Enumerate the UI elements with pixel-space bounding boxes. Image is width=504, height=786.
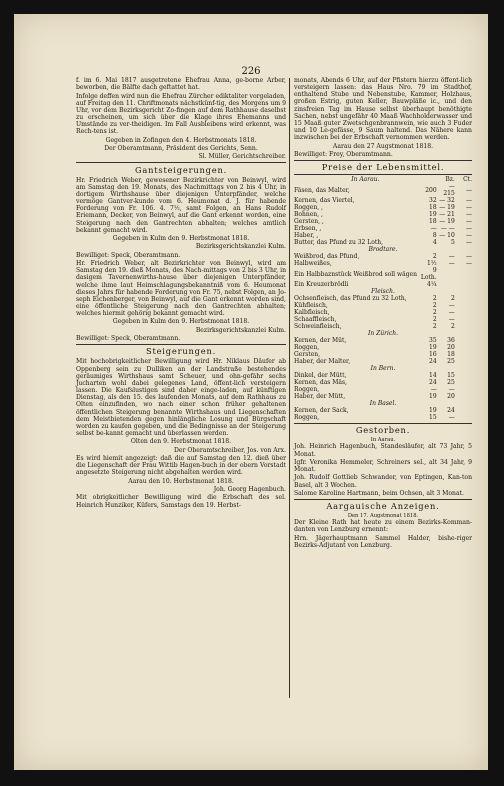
price-value <box>455 344 472 351</box>
price-value: — <box>430 386 437 394</box>
price-value: — <box>466 186 472 194</box>
price-value: 19 <box>429 407 437 415</box>
price-item: Ein Halbbaznstück Weißbrod soll wägen <box>294 270 417 278</box>
price-group-title <box>294 288 472 295</box>
price-item: Gersten, , <box>294 218 324 226</box>
newspaper-page <box>14 14 488 770</box>
price-value <box>455 386 472 393</box>
signature: Bewilliget: Speck, Oberamtmann. <box>76 251 181 259</box>
section-heading-prices: Preise der Lebensmittel. <box>321 162 445 173</box>
price-value: 24 <box>447 407 455 415</box>
price-value <box>455 309 472 316</box>
price-row <box>294 372 472 379</box>
price-value: 15 <box>429 414 437 422</box>
price-row <box>294 344 472 351</box>
price-item: Kernen, der Sack, <box>294 407 349 415</box>
paragraph: f. im 6. Mai 1817 ausgetretene Ehefrau Anna, ge-borne Arber, beworben, die Bälfte dach geftattet hat. <box>76 77 286 92</box>
left-column <box>76 77 286 510</box>
price-item: Kühfleisch, <box>294 302 328 310</box>
price-value: 18 <box>429 204 437 212</box>
price-value: — <box>466 260 472 268</box>
price-row <box>294 218 472 225</box>
price-value: 19 <box>429 211 437 219</box>
price-value: — <box>448 309 455 317</box>
unit-header: Ct. <box>463 176 472 184</box>
price-value: 35 <box>429 337 437 345</box>
price-row <box>294 414 472 421</box>
price-value: — — <box>440 225 455 233</box>
price-value: — <box>466 232 472 240</box>
price-value <box>455 337 472 344</box>
section-heading-gestorben: Gestorben. <box>355 425 411 436</box>
price-row <box>294 309 472 316</box>
price-value: 5 <box>450 239 455 247</box>
price-value: — <box>466 239 472 247</box>
price-value: 2 <box>450 295 455 303</box>
price-value: — 32 <box>439 197 455 205</box>
price-value <box>455 351 472 358</box>
price-value <box>437 281 455 288</box>
price-value: 18 <box>429 218 437 226</box>
signature: Bewilliget: Frey, Oberamtmann. <box>294 150 393 158</box>
price-value <box>455 414 472 421</box>
paragraph: Mit hochobrigkeitlicher Bewilligung wird Hr. Niklaus Däufer ab Oppenberg sein zu Dulliken an der Landstraße bestehendes geräumiges Wirthshaus samt Scheuer, und ohn-gefähr sechs Jucharten wohl dabei gelegenes Land, öffent-lich versteigern lassen. Die Kaufslustigen sind daher einge-laden, auf künftigen Dienstag, als den 15. des laufenden Monats, auf dem Rathhaus zu Olten einzufinden, wo nach einer schon früher gehaltenen öffentlichen Steigerung benannte Wirthshaus und Liegenschaften dem Meistbietenden gegen hinlängliche Losung und Bürgschaft worden zu kaufen gegeben, und die Bedingnisse an der Steigerung selbst be-kannt gemacht und überlassen werden. <box>76 358 286 437</box>
price-value: 18 <box>447 351 455 359</box>
price-group-title <box>294 365 472 372</box>
price-row <box>294 225 472 232</box>
price-value: 4¼ <box>427 281 437 289</box>
price-row <box>294 323 472 330</box>
price-value: — 19 <box>439 218 455 226</box>
price-group-title <box>294 400 472 407</box>
paragraph: Aarau den 27 Augstmonat 1818. <box>332 142 434 150</box>
paragraph: Hrn. Jägerhauptmann Sammel Halder, bishe-riger Bezirks-Adjutant von Lenzburg. <box>294 534 472 549</box>
price-item: Schaaffleisch, <box>294 316 337 324</box>
price-value: — <box>466 218 472 226</box>
price-row <box>294 337 472 344</box>
price-value: 8 <box>432 232 437 240</box>
price-row <box>294 393 472 400</box>
price-value: 25 <box>447 358 455 366</box>
signature: Sl. Müller, Gerichtschreiber. <box>198 153 286 161</box>
price-value: 24 <box>429 358 437 366</box>
price-value <box>455 372 472 379</box>
paragraph: Infolge deffen wird nun die Ehefrau Zürcher ediktaliter vorgeladen, auf Freitag den 11. Chriftmonats nächstkünf-tig, des Morgens um 9 Uhr, vor dem Bezirksgericht Zo-fingen auf dem Rathhause daselbst zu erscheinen, um sich über die Klage ihres Ehemanns und Umstände zu ver-theidigen. Im Fall Ausbleibens wird erkennt, was Rech-tens ist. <box>76 92 286 136</box>
price-value: — <box>448 302 455 310</box>
price-item: Kernen, das Viertel, <box>294 197 355 205</box>
paragraph: Gegeben in Kulm den 9. Herbstmonat 1818. <box>112 318 250 326</box>
price-value <box>455 393 472 400</box>
price-item: Erbsen, , <box>294 225 322 233</box>
price-item: Haber, der Mütt, <box>294 393 346 401</box>
price-value: — <box>448 386 455 394</box>
paragraph: Gegeben in Kulm den 9. Herbstmonat 1818. <box>112 235 250 242</box>
price-item: Roggen, <box>294 386 320 394</box>
price-row <box>294 260 472 267</box>
price-item: Haber, der Malter, <box>294 358 351 366</box>
signature: Bezirksgerichtskanzlei Kulm. <box>195 243 286 251</box>
price-row <box>294 183 472 197</box>
price-item: Butter, das Pfund zu 32 Loth, <box>294 239 384 247</box>
subheading: In Aarau. <box>370 437 396 444</box>
paragraph: Der Kleine Rath hat heute zu einem Bezirks-Komman-danten von Lenzburg ernennt: <box>294 519 472 534</box>
price-table <box>294 176 472 421</box>
price-value: — 19 <box>439 204 455 212</box>
price-item: Fäsen, das Malter, <box>294 186 350 194</box>
price-value <box>455 295 472 302</box>
price-value: — 21 <box>439 211 455 219</box>
price-value: 20 <box>447 344 455 352</box>
price-row <box>294 267 472 281</box>
paragraph: Hr. Friedrich Weber, alt Bezirkrichter von Beinwyl, wird am Samstag den 19. dieß Monats, des Nach-mittags von 2 bis 3 Uhr, in dasigem Tavernenwirths-hause über diejenigen Unterpfänder, welche ihme laut Heimschlagungsbekanntniß vom 6. Heumonat dieses Jahrs für habende Forderung von Fr. 75, nebst Folgen, an Jo-seph Eichenberger, von Beinwyl, auf die Gant erkennt worden sind, eine öffentliche Steigerung nach den Gantrechten abhalten; welches hiermit gehörig bekannt gemacht wird. <box>76 260 286 318</box>
price-item: Kalbfleisch, <box>294 309 330 317</box>
price-value: 4 <box>432 239 437 247</box>
section-heading-steigerungen: Steigerungen. <box>145 346 217 357</box>
death-entry: Joh. Rudolf Gottlieb Schwander, von Eptingen, Kan-ton Basel, alt 3 Wochen. <box>294 474 472 489</box>
price-value: 19 <box>429 344 437 352</box>
price-value: 19 <box>429 393 437 401</box>
price-item: Ein Kreuzerbrödli <box>294 281 349 289</box>
column-divider <box>289 78 290 698</box>
price-value: — <box>466 225 472 233</box>
price-row <box>294 253 472 260</box>
price-group-label: In Basel. <box>369 400 397 408</box>
price-group-label: Brodtare. <box>368 246 398 254</box>
price-value: 2 <box>432 295 437 303</box>
price-group-label: Fleisch. <box>371 288 395 296</box>
price-item: Roggen, , <box>294 204 323 212</box>
rule <box>294 160 472 161</box>
price-value <box>455 358 472 365</box>
price-row <box>294 386 472 393</box>
price-value: 25 <box>447 379 455 387</box>
price-row <box>294 302 472 309</box>
paragraph: Gegeben in Zofingen den 4. Herbstmonats 1818. <box>105 136 257 144</box>
section-heading-gant: Gantsteigerungen. <box>134 164 228 175</box>
price-item: Ochsenfleisch, das Pfund zu 32 Loth, <box>294 295 407 303</box>
price-value: 32 <box>429 197 437 205</box>
paragraph: Es wird hiemit angezeigt: daß die auf Samstag den 12. dieß über die Liegenschaft der Frau Wittib Hagen-buch in der obern Vorstadt angesetzte Steigerung nicht abgehalten werden wird. <box>76 455 286 477</box>
price-value: 2 <box>432 309 437 317</box>
price-value: 2 <box>432 302 437 310</box>
price-row <box>294 358 472 365</box>
price-item: Haber, , <box>294 232 319 240</box>
price-row <box>294 204 472 211</box>
price-item: Kernen, der Müt, <box>294 337 347 345</box>
price-value: — <box>430 225 437 233</box>
section-heading-anzeigen: Aargauische Anzeigen. <box>326 501 440 512</box>
death-entry: Joh. Heinrich Hagenbuch, Standesläufer, alt 73 Jahr, 5 Monat. <box>294 443 472 458</box>
paragraph: Olten den 9. Herbstmonat 1818. <box>130 438 232 446</box>
signature: Bezirksgerichtskanzlei Kulm. <box>195 326 286 334</box>
price-row <box>294 211 472 218</box>
paragraph: Aarau den 10. Herbstmonat 1818. <box>128 477 234 485</box>
price-row <box>294 239 472 246</box>
price-value: 24 <box>429 379 437 387</box>
price-value: — 215 <box>443 183 455 198</box>
price-value: — 10 <box>439 232 455 240</box>
signature: Der Oberamtmann, Präsident des Gerichts, Senn. <box>104 144 258 152</box>
rule <box>294 174 472 175</box>
price-item: Roggen, <box>294 414 320 422</box>
price-value: 2 <box>432 316 437 324</box>
price-value <box>455 281 472 288</box>
price-value: 9 Loth. <box>420 267 437 282</box>
price-value: 200 <box>425 186 437 194</box>
rule <box>294 423 472 424</box>
price-group-label: In Bern. <box>370 365 396 373</box>
price-value: 1½ <box>427 260 437 268</box>
signature: Bewilliget: Speck, Oberamtmann. <box>76 335 181 343</box>
price-value: 2 <box>432 253 437 261</box>
death-entry: Igfr. Veronika Hemmeler, Schreiners sel., alt 34 Jahr, 9 Monat. <box>294 458 472 474</box>
price-item: Schweinfleisch, <box>294 323 342 331</box>
price-value <box>455 379 472 386</box>
price-item: Dinkel, der Mütt, <box>294 372 347 380</box>
signature: Der Oberamtschreiber, Jos. von Arx. <box>174 446 286 454</box>
price-value: 2 <box>450 323 455 331</box>
rule <box>76 162 286 163</box>
price-item: Bohnen, , <box>294 211 323 219</box>
price-row <box>294 379 472 386</box>
price-group-title <box>294 176 472 183</box>
price-value: — <box>448 253 455 261</box>
price-value <box>455 267 472 281</box>
page-number: 226 <box>241 66 261 77</box>
price-value: — <box>448 414 455 422</box>
price-group-label: In Aarau. <box>351 176 380 184</box>
price-item: Weißbrod, das Pfund, <box>294 253 360 261</box>
price-value <box>437 267 455 281</box>
price-value: — <box>448 316 455 324</box>
price-value: — <box>466 253 472 261</box>
price-value: 2 <box>432 323 437 331</box>
paragraph: monats, Abends 6 Uhr, auf der Pfistern hierzu öffent-lich versteigern lassen: das Haus Nro. 79 im Stadthof, enthaltend Stube und Nebenstube, Kammer, Holzhaus, großen Estrig, guten Keller, Bauwpläße ic., und den zinsfreien Tag im Hause selbst überhaupt benöthigte Sachen, nebst ungefähr 40 Maaß Wachholderwasser und 15 Maaß guter Zwetschgenbrannwein, wie auch 3 Fuder und 10 Le-gefässe, 9 Saum haltend. Das Nähere kann inzwischen bei der Erbschaft vernommen werden. <box>294 77 472 142</box>
price-value: — <box>466 204 472 212</box>
price-group-title <box>294 330 472 337</box>
paragraph: Hr. Friedrich Weber, gewesener Bezirkrichter von Beinwyl, wird am Samstag den 19. Monats, des Nachmittags von 2 bis 4 Uhr, in dortigem Wirthshause über diejenigen Unterpfänder, welche vermöge Gantver-kunde vom 6. Heumonat d. J. für habende Forderung von Fr. 106. 4. 7½, samt Folgen, an Hans Rudolf Eriemann, Decker, von Beinwyl, auf die Gant erkennt worden, eine Steigerung nach den Gantrechten abhalten; welches amtlich bekannt gemacht wird. <box>76 176 286 234</box>
price-value <box>455 316 472 323</box>
price-value <box>455 323 472 330</box>
price-group-label: In Zürich. <box>367 330 399 338</box>
price-row <box>294 351 472 358</box>
price-group-title <box>294 246 472 253</box>
price-value <box>455 302 472 309</box>
price-item: Halbweißes, <box>294 260 332 268</box>
unit-header: Bz. <box>445 176 455 184</box>
price-row <box>294 316 472 323</box>
price-value: — <box>448 260 455 268</box>
price-item: Roggen, <box>294 344 320 352</box>
price-value: 16 <box>429 351 437 359</box>
signature: Joh. Georg Hagenbuch. <box>213 486 286 493</box>
price-value: — <box>466 211 472 219</box>
price-item: Kernen, das Mäs, <box>294 379 347 387</box>
rule <box>76 344 286 345</box>
price-row <box>294 281 472 288</box>
subheading: Den 17. Augstmonat 1818. <box>347 513 419 520</box>
price-row <box>294 407 472 414</box>
right-column <box>294 77 472 550</box>
price-value: 14 <box>429 372 437 380</box>
price-value: 20 <box>447 393 455 401</box>
price-value: 36 <box>447 337 455 345</box>
price-value <box>455 407 472 414</box>
paragraph: Mit obrigkeitlicher Bewilligung wird die Erbschaft des sel. Heinrich Hunziker, Küfers, Samstags den 19. Herbst- <box>76 494 286 509</box>
price-value: 15 <box>447 372 455 380</box>
price-value: — <box>466 197 472 205</box>
death-entry: Salome Karoline Hartmann, beim Ochsen, alt 3 Monat. <box>294 489 464 497</box>
price-row <box>294 197 472 204</box>
price-row <box>294 232 472 239</box>
price-row <box>294 295 472 302</box>
price-item: Gersten, <box>294 351 321 359</box>
rule <box>294 499 472 500</box>
